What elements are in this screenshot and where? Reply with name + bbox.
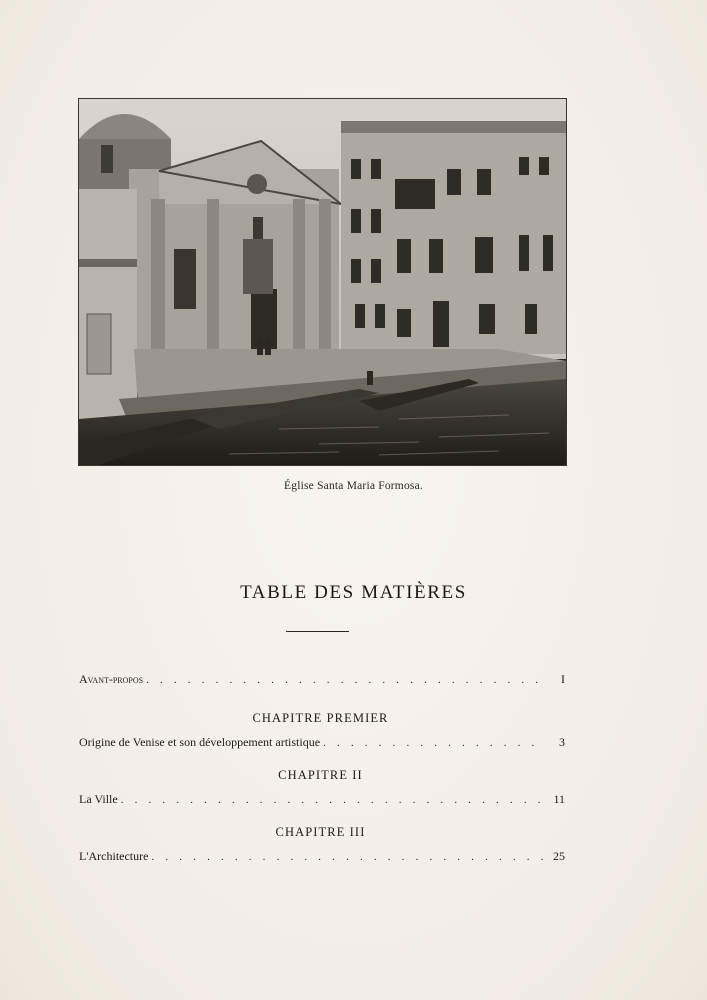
photo-caption: Église Santa Maria Formosa. [284,480,423,492]
toc-entry-label: La Ville [79,792,118,806]
toc-entry-page: I [561,672,565,686]
toc-entry-chapter-3[interactable] [79,849,565,865]
dot-leader [323,737,545,749]
toc-entry-page: 3 [559,735,565,749]
toc-entry-label: L'Architecture [79,849,149,863]
toc-entry-page: 25 [553,849,565,863]
toc-entry-chapter-1[interactable] [79,735,565,751]
toc-entry-label: Avant-propos [79,672,144,686]
toc-entry-page: 11 [553,792,565,806]
chapter-heading-2: CHAPITRE II [278,768,363,782]
photograph-santa-maria-formosa [79,99,566,465]
chapter-heading-3: CHAPITRE III [275,825,366,839]
toc-entry-chapter-2[interactable] [79,792,565,808]
dot-leader [151,851,545,863]
dot-leader [146,674,545,686]
toc-title: TABLE DES MATIÈRES [240,582,467,603]
chapter-heading-1: CHAPITRE PREMIER [252,711,389,725]
toc-entry-label: Origine de Venise et son développement artistique [79,735,321,749]
title-rule [286,631,349,632]
toc-entry-preface[interactable] [79,672,565,688]
dot-leader [121,794,545,806]
